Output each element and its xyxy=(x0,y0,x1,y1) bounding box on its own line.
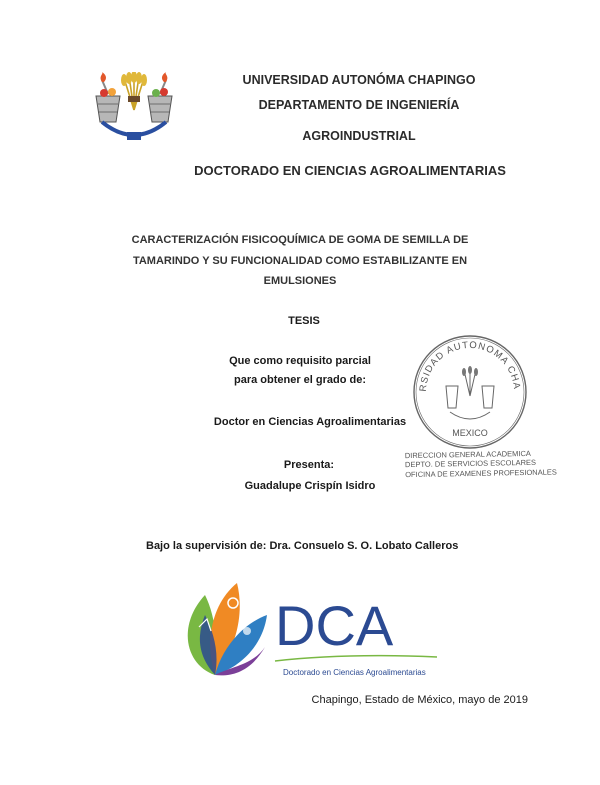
presents-label: Presenta: xyxy=(283,459,335,471)
document-type: TESIS xyxy=(288,315,320,327)
place-and-date: Chapingo, Estado de México, mayo de 2019 xyxy=(311,694,528,706)
official-seal-icon xyxy=(412,334,528,450)
dca-program-logo xyxy=(175,575,445,685)
university-name: UNIVERSIDAD AUTONÓMA CHAPINGO xyxy=(242,73,476,87)
svg-text:MEXICO: MEXICO xyxy=(452,428,488,438)
dca-leaf-icon xyxy=(188,583,267,675)
program-name: DOCTORADO EN CIENCIAS AGROALIMENTARIAS xyxy=(194,163,506,178)
thesis-title-line3: EMULSIONES xyxy=(263,275,337,287)
office-stamp xyxy=(404,448,557,479)
supervision-line: Bajo la supervisión de: Dra. Consuelo S. O. Lobato Calleros xyxy=(146,540,459,552)
thesis-title-line1: CARACTERIZACIÓN FISICOQUÍMICA DE GOMA DE SEMILLA DE xyxy=(131,234,469,246)
degree-name: Doctor en Ciencias Agroalimentarias xyxy=(213,416,407,428)
svg-text:UNIVERSIDAD AUTONOMA CHAPINGO: RSIDAD AUTONOMA CHA xyxy=(417,339,523,393)
requirement-line2: para obtener el grado de: xyxy=(233,374,367,386)
department-name-line2: AGROINDUSTRIAL xyxy=(302,129,416,143)
department-name-line1: DEPARTAMENTO DE INGENIERÍA xyxy=(258,98,460,112)
university-crest-icon xyxy=(94,72,174,146)
requirement-line1: Que como requisito parcial xyxy=(229,355,371,367)
dca-acronym: DCA xyxy=(275,594,394,657)
dca-caption: Doctorado en Ciencias Agroalimentarias xyxy=(283,668,426,677)
author-name: Guadalupe Crispín Isidro xyxy=(244,480,376,492)
thesis-title-line2: TAMARINDO Y SU FUNCIONALIDAD COMO ESTABILIZANTE EN xyxy=(132,255,468,267)
stamp-line2: DEPTO. DE SERVICIOS ESCOLARES xyxy=(404,458,537,470)
stamp-line3: OFICINA DE EXAMENES PROFESIONALES xyxy=(405,467,557,479)
stamp-line1: DIRECCION GENERAL ACADEMICA xyxy=(404,448,531,461)
